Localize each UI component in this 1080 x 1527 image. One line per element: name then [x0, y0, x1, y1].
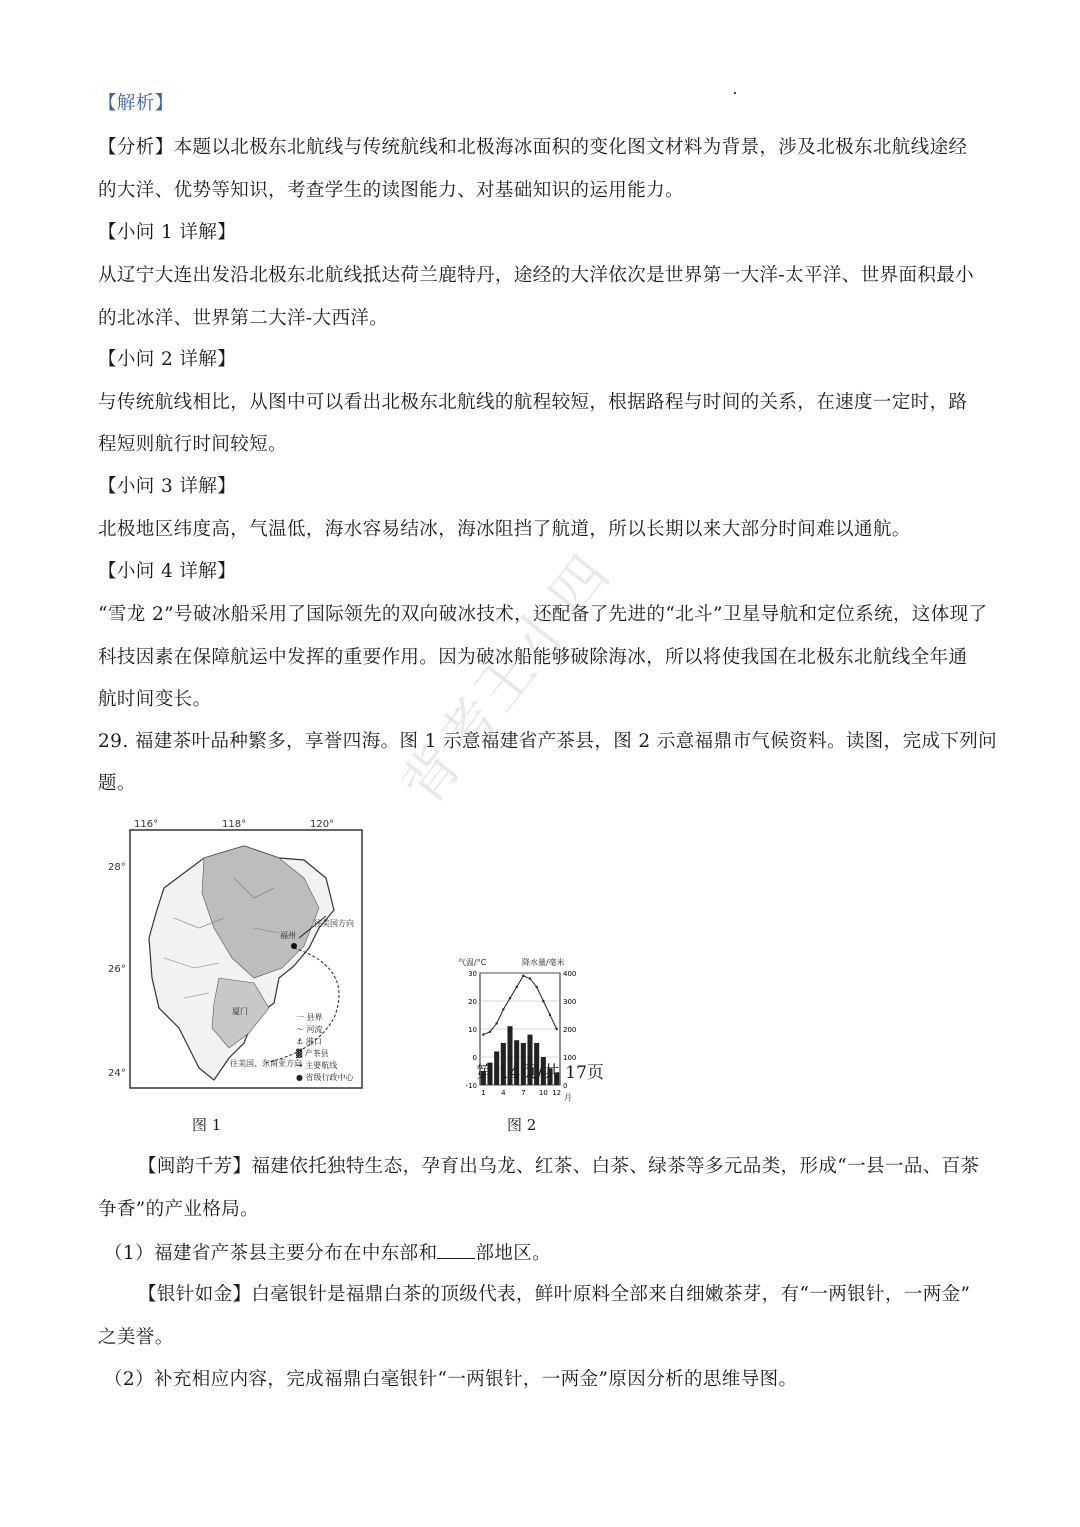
sub-question-2: （2）补充相应内容，完成福鼎白毫银针“一两银针，一两金”原因分析的思维导图。 — [104, 1369, 798, 1390]
temperature-point — [522, 975, 524, 977]
sub1-text-before: （1）福建省产茶县主要分布在中东部和 — [104, 1243, 438, 1264]
speck — [734, 92, 736, 94]
q1-title: 【小问 1 详解】 — [98, 222, 237, 243]
capital-dot — [291, 943, 297, 949]
q4-text-line-3: 航时间变长。 — [98, 689, 212, 710]
y-right-tick: 400 — [563, 970, 577, 978]
legend-item: ● 省级行政中心 — [296, 1073, 354, 1082]
analysis-fenxi-line-1: 【分析】本题以北极东北航线与传统航线和北极海冰面积的变化图文材料为背景，涉及北极东北航线途经 — [98, 137, 968, 158]
x-tick: 1 — [481, 1089, 486, 1097]
q3-title: 【小问 3 详解】 — [98, 476, 237, 497]
x-axis-label: 月 — [564, 1093, 572, 1102]
y-right-tick: 200 — [563, 1026, 577, 1034]
temperature-point — [509, 997, 511, 999]
x-tick: 12 — [552, 1089, 562, 1097]
lon-label: 116° — [134, 819, 159, 830]
legend-item: ▓ 产茶县 — [296, 1049, 329, 1058]
q2-title: 【小问 2 详解】 — [98, 349, 237, 370]
q2-text-line-2: 程短则航行时间较短。 — [98, 434, 288, 455]
q2-text-line-1: 与传统航线相比，从图中可以看出北极东北航线的航程较短，根据路程与时间的关系，在速度一定时，路 — [98, 392, 968, 413]
y-left-tick: 0 — [472, 1054, 477, 1062]
q3-text-line-1: 北极地区纬度高，气温低，海水容易结冰，海冰阻挡了航道，所以长期以来大部分时间难以通航。 — [98, 519, 911, 540]
lat-label: 24° — [108, 1068, 126, 1079]
temperature-point — [482, 1033, 484, 1035]
city-label: 厦门 — [232, 1007, 248, 1016]
y-left-tick: 10 — [468, 1026, 477, 1034]
q4-title: 【小问 4 详解】 — [98, 561, 237, 582]
legend-item: ～ 河流 — [296, 1025, 323, 1034]
temperature-point — [549, 1014, 551, 1016]
lat-label: 28° — [108, 862, 126, 873]
temperature-point — [515, 986, 517, 988]
temperature-point — [542, 1000, 544, 1002]
fig1-caption: 图 1 — [192, 1116, 222, 1134]
watermark-text: 背考王小四 — [389, 540, 626, 818]
y-left-label: 气温/°C — [458, 958, 487, 967]
yinzhen-line-2: 之美誉。 — [98, 1327, 174, 1348]
yinzhen-line-1: 【银针如金】白毫银针是福鼎白茶的顶级代表，鲜叶原料全部来自细嫩茶芽，有“一两银针，一两金” — [138, 1284, 971, 1305]
lon-label: 118° — [222, 819, 247, 830]
route-label: 往美国方向 — [314, 919, 354, 928]
city-label: 福州 — [280, 931, 296, 940]
q4-text-line-1: “雪龙 2”号破冰船采用了国际领先的双向破冰技术，还配备了先进的“北斗”卫星导航和定位系统，这体现了 — [98, 604, 988, 625]
q1-text-line-1: 从辽宁大连出发沿北极东北航线抵达荷兰鹿特丹，途经的大洋依次是世界第一大洋-太平洋、世界面积最小 — [98, 265, 975, 286]
y-right-tick: 300 — [563, 998, 577, 1006]
temperature-point — [502, 1008, 504, 1010]
analysis-fenxi-line-2: 的大洋、优势等知识，考查学生的读图能力、对基础知识的运用能力。 — [98, 180, 684, 201]
lat-label: 26° — [108, 964, 126, 975]
temperature-point — [535, 986, 537, 988]
sub-question-1 — [104, 1240, 551, 1266]
temperature-point — [555, 1028, 557, 1030]
y-left-tick: -10 — [465, 1082, 477, 1090]
y-left-tick: 20 — [468, 998, 477, 1006]
y-right-tick: 0 — [563, 1082, 568, 1090]
legend-item: → 主要航线 — [296, 1061, 338, 1070]
legend-item: ⚓ 港口 — [296, 1037, 322, 1046]
y-right-tick: 100 — [563, 1054, 577, 1062]
fujian-tea-map — [104, 818, 374, 1098]
temperature-point — [489, 1031, 491, 1033]
x-tick: 4 — [501, 1089, 506, 1097]
q4-text-line-2: 科技因素在保障航运中发挥的重要作用。因为破冰船能够破除海冰，所以将使我国在北极东北航线全年通 — [98, 647, 968, 668]
lon-label: 120° — [310, 819, 335, 830]
y-left-tick: 30 — [468, 970, 477, 978]
temperature-point — [495, 1022, 497, 1024]
y-right-label: 降水量/毫米 — [522, 958, 565, 967]
fig2-caption: 图 2 — [507, 1116, 537, 1134]
x-tick: 10 — [538, 1089, 548, 1097]
sub1-text-after: 部地区。 — [475, 1243, 552, 1264]
page-footer: 第 14页/共 17页 — [476, 1063, 604, 1083]
answer-blank[interactable] — [437, 1240, 475, 1259]
legend-item: 一 县界 — [296, 1013, 323, 1022]
temperature-point — [529, 977, 531, 979]
analysis-heading: 【解析】 — [98, 93, 174, 114]
minyun-line-1: 【闽韵千芳】福建依托独特生态，孕育出乌龙、红茶、白茶、绿茶等多元品类，形成“一县一品、百茶 — [138, 1156, 980, 1177]
q29-stem-line-1: 29. 福建茶叶品种繁多，享誉四海。图 1 示意福建省产茶县，图 2 示意福鼎市气候资料。读图，完成下列问 — [98, 731, 998, 752]
q29-stem-line-2: 题。 — [98, 773, 136, 794]
x-tick: 7 — [521, 1089, 526, 1097]
route-label: 往美国、东南亚方向 — [230, 1059, 302, 1068]
q1-text-line-2: 的北冰洋、世界第二大洋-大西洋。 — [98, 308, 389, 329]
minyun-line-2: 争香”的产业格局。 — [98, 1199, 260, 1220]
